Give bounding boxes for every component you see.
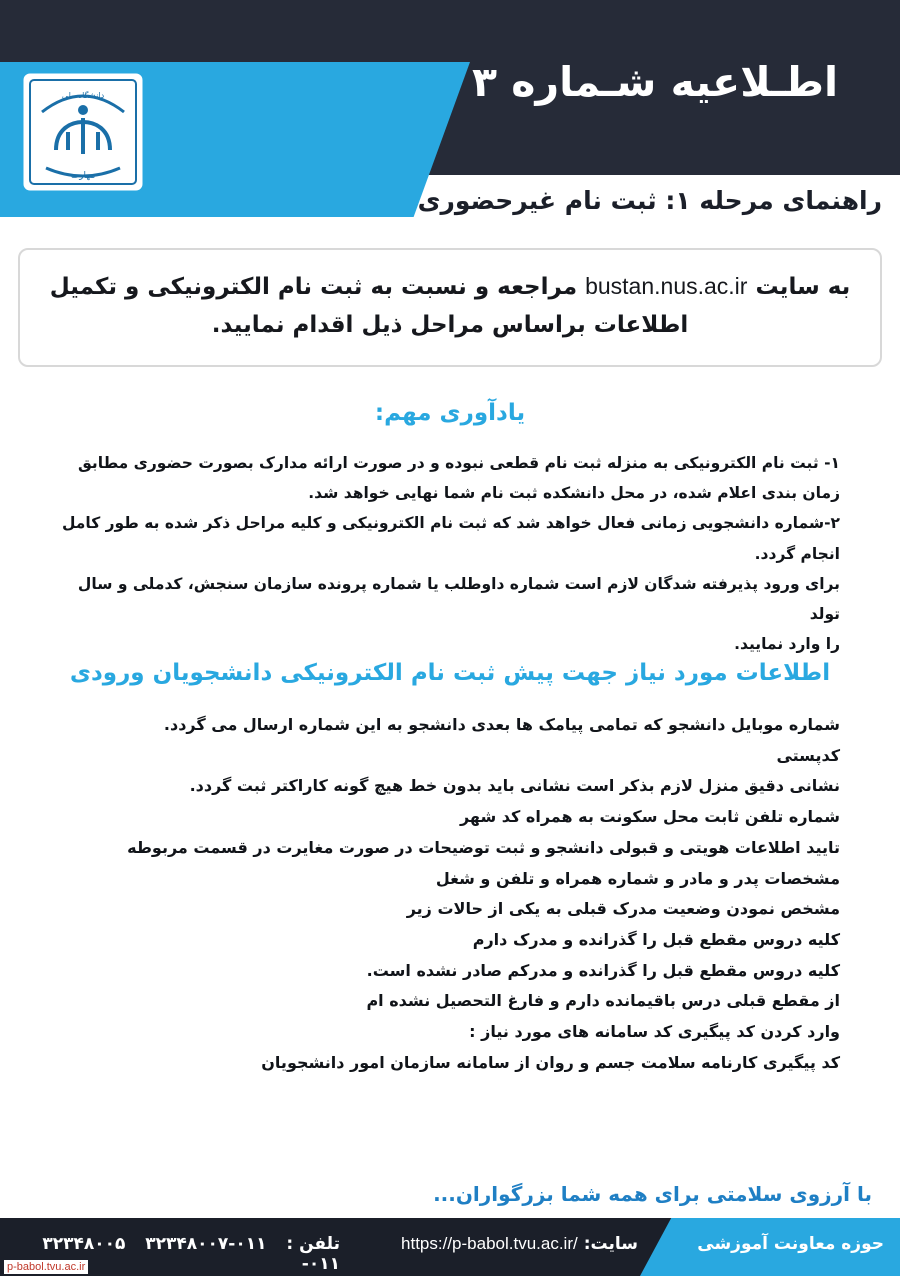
list-item: وارد کردن کد پیگیری کد سامانه های مورد نیاز : — [469, 1022, 840, 1042]
reminder-line: انجام گردد. — [754, 544, 840, 563]
reminder-line: را وارد نمایید. — [734, 635, 840, 654]
list-item: کد پیگیری کارنامه سلامت جسم و روان از سامانه سازمان امور دانشجویان — [261, 1052, 840, 1072]
reminder-line: ۲-شماره دانشجویی زمانی فعال خواهد شد که ثبت نام الکترونیکی و کلیه مراحل ذکر شده به طور کامل — [61, 514, 840, 533]
site-box-line-1 — [42, 268, 858, 307]
footer-phone-label: تلفن : — [286, 1234, 340, 1254]
site-box-text-before-url: به سایت — [747, 274, 851, 300]
closing-wish-text: با آرزوی سلامتی برای همه شما بزرگواران... — [433, 1182, 872, 1206]
page-subtitle: راهنمای مرحله ۱: ثبت نام غیرحضوری — [417, 186, 882, 215]
registration-site-box — [18, 248, 882, 367]
footer-phone-2-prefix: ۰۱۱- — [301, 1254, 340, 1274]
watermark: p-babol.tvu.ac.ir — [4, 1260, 88, 1274]
list-item: از مقطع قبلی درس باقیمانده دارم و فارغ التحصیل نشده ام — [366, 991, 840, 1011]
svg-text:دانشگاه ملی: دانشگاه ملی — [61, 91, 105, 100]
reminder-body — [60, 448, 840, 660]
footer-unit-label: حوزه معاونت آموزشی — [697, 1234, 884, 1254]
list-item: کلیه دروس مقطع قبل را گذرانده و مدرک دارم — [472, 930, 840, 950]
list-item: شماره موبایل دانشجو که تمامی پیامک ها بعدی دانشجو به این شماره ارسال می گردد. — [163, 715, 840, 734]
university-emblem-icon — [22, 72, 144, 192]
reminder-line: برای ورود پذیرفته شدگان لازم است شماره داوطلب یا شماره پرونده سازمان سنجش، کدملی و سال تولد — [77, 574, 840, 624]
registration-site-url[interactable]: bustan.nus.ac.ir — [585, 273, 748, 299]
footer-site — [401, 1234, 638, 1254]
footer-site-label: سایت: — [583, 1234, 638, 1254]
reminder-title: یادآوری مهم: — [374, 400, 526, 426]
list-item: کلیه دروس مقطع قبل را گذرانده و مدرکم صادر نشده است. — [366, 960, 840, 980]
list-item: مشخص نمودن وضعیت مدرک قبلی به یکی از حالات زیر — [406, 899, 840, 919]
site-box-text-after-url: مراجعه و نسبت به ثبت نام الکترونیکی و تکمیل — [49, 274, 586, 300]
needed-info-title: اطلاعات مورد نیاز جهت پیش ثبت نام الکترونیکی دانشجویان ورودی — [69, 660, 831, 686]
footer-phone-2: ۳۲۳۴۸۰۰۵ — [42, 1234, 126, 1254]
needed-info-list — [50, 710, 840, 1079]
footer — [0, 1218, 900, 1276]
list-item: شماره تلفن ثابت محل سکونت به همراه کد شهر — [459, 807, 840, 827]
footer-phone-1: ۰۱۱-۳۲۳۴۸۰۰۷ — [145, 1234, 267, 1254]
svg-text:مهارت: مهارت — [70, 171, 96, 181]
list-item: کدپستی — [776, 745, 840, 765]
header — [0, 0, 900, 228]
reminder-line: ۱- ثبت نام الکترونیکی به منزله ثبت نام قطعی نبوده و در صورت ارائه مدارک بصورت حضوری مطابق — [77, 454, 840, 472]
site-box-line-2: اطلاعات براساس مراحل ذیل اقدام نمایید. — [211, 311, 689, 338]
reminder-line: زمان بندی اعلام شده، در محل دانشکده ثبت نام شما نهایی خواهد شد. — [308, 484, 840, 503]
page-title: اطـلاعیه شـماره ۳ — [471, 58, 839, 106]
footer-site-url[interactable]: https://p-babol.tvu.ac.ir/ — [401, 1234, 578, 1253]
list-item: تایید اطلاعات هویتی و قبولی دانشجو و ثبت توضیحات در صورت مغایرت در قسمت مربوطه — [127, 837, 840, 857]
list-item: نشانی دقیق منزل لازم بذکر است نشانی باید بدون خط هیچ گونه کاراکتر ثبت گردد. — [189, 776, 840, 796]
list-item: مشخصات پدر و مادر و شماره همراه و تلفن و شغل — [435, 868, 840, 888]
